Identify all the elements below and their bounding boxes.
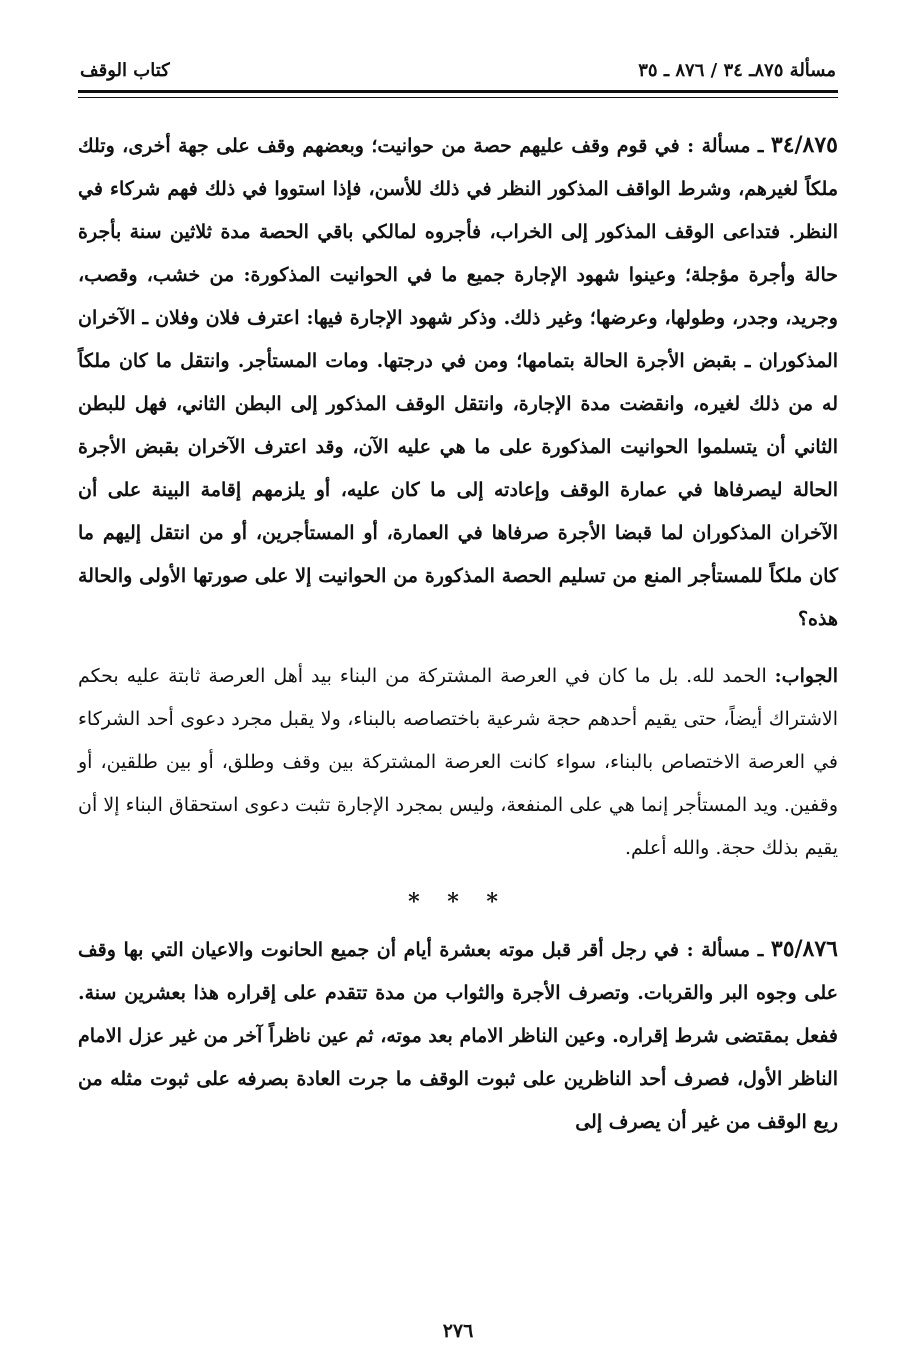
page-number: ٢٧٦ (442, 1320, 474, 1342)
running-issue-range: مسألة ٨٧٥ـ ٣٤ / ٨٧٦ ـ ٣٥ (638, 60, 836, 81)
issue-number: ٣٤/٨٧٥ (770, 132, 838, 158)
answer-text: الحمد لله. بل ما كان في العرصة المشتركة من البناء بيد أهل العرصة ثابتة عليه بحكم الاشتراك أيضاً، حتى يقيم أحدهم حجة شرعية باختصاصه بالبناء، ولا يقبل مجرد دعوى أحد الشركاء في العرصة الاختصاص بالبناء، سواء كانت العرصة المشتركة بين وقف وطلق، أو بين طلقين، أو وقفين. ويد المستأجر إنما هي على المنفعة، وليس بمجرد الإجارة تثبت دعوى استحقاق البناء إلا أن يقيم بذلك حجة. والله أعلم. (78, 665, 838, 859)
question-paragraph-1 (78, 124, 838, 641)
page-header (78, 52, 838, 92)
question-text: في قوم وقف عليهم حصة من حوانيت؛ وبعضهم وقف على جهة أخرى، وتلك ملكاً لغيرهم، وشرط الواقف المذكور النظر في ذلك للأسن، فإذا استووا في ذلك فهم شركاء في النظر. فتداعى الوقف المذكور إلى الخراب، فأجروه لمالكي باقي الحصة مدة ثلاثين سنة بأجرة حالة وأجرة مؤجلة؛ وعينوا شهود الإجارة جميع ما في الحوانيت المذكورة: من خشب، وقصب، وجريد، وجدر، وطولها، وعرضها؛ وغير ذلك. وذكر شهود الإجارة فيها: اعترف فلان وفلان ـ الآخران المذكوران ـ بقبض الأجرة الحالة بتمامها؛ ومن في درجتها. ومات المستأجر. وانتقل ما كان ملكاً له من ذلك لغيره، وانقضت مدة الإجارة، وانتقل الوقف المذكور إلى البطن الثاني، فهل للبطن الثاني أن يتسلموا الحوانيت المذكورة على ما هي عليه الآن، وقد اعترف الآخران بقبض الأجرة الحالة ليصرفاها في عمارة الوقف وإعادته إلى ما كان عليه، أو يلزمهم إقامة البينة على أن الآخران المذكوران لما قبضا الأجرة صرفاها في العمارة، أو المستأجرين، أو من انتقل إليهم ما كان ملكاً للمستأجر المنع من تسليم الحصة المذكورة من الحوانيت إلا على صورتها الأولى والحالة هذه؟ (78, 135, 838, 630)
answer-label: الجواب: (774, 665, 838, 687)
section-separator: * * * (408, 889, 508, 915)
header-rule-thin (78, 97, 838, 98)
answer-paragraph-1 (78, 655, 838, 870)
header-rule-thick (78, 90, 838, 93)
issue-number: ٣٥/٨٧٦ (770, 936, 838, 962)
issue-label: ـ مسألة : (686, 939, 764, 961)
page-body (78, 124, 838, 1144)
running-book-title: كتاب الوقف (80, 60, 170, 81)
document-page (78, 52, 838, 1342)
question-text: في رجل أقر قبل موته بعشرة أيام أن جميع الحانوت والاعيان التي بها وقف على وجوه البر والقربات. وتصرف الأجرة والثواب من مدة تتقدم على إقراره هذا بعشرين سنة. ففعل بمقتضى شرط إقراره. وعين الناظر الامام بعد موته، ثم عين ناظراً آخر من غير عزل الامام الناظر الأول، فصرف أحد الناظرين على ثبوت الوقف ما جرت العادة بصرفه على ثبوت مثله من ريع الوقف من غير أن يصرف إلى (78, 939, 838, 1133)
issue-label: ـ مسألة : (687, 135, 764, 157)
question-paragraph-2 (78, 928, 838, 1144)
